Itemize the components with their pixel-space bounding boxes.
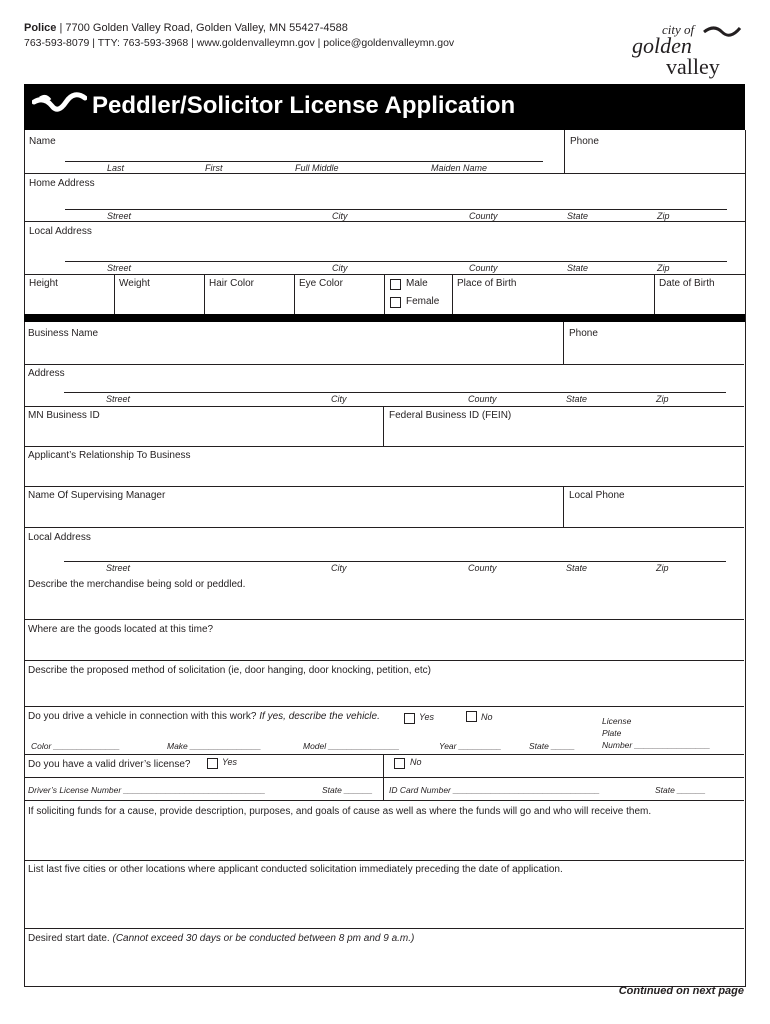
start-date-label: Desired start date. (Cannot exceed 30 days or be conducted between 8 pm and 9 a.m.) bbox=[28, 933, 415, 944]
eye-color-label: Eye Color bbox=[299, 278, 343, 289]
license-yes-checkbox[interactable] bbox=[207, 758, 218, 769]
name-label: Name bbox=[29, 136, 56, 147]
title-bar bbox=[24, 84, 745, 130]
vehicle-year-field[interactable]: Year _________ bbox=[439, 741, 502, 751]
swoosh-icon bbox=[32, 92, 87, 120]
section-divider bbox=[24, 314, 745, 322]
plate-number-field[interactable]: Number ________________ bbox=[602, 740, 711, 750]
business-name-label: Business Name bbox=[28, 328, 99, 339]
name-middle: Full Middle bbox=[295, 163, 339, 173]
page-title: Peddler/Solicitor License Application bbox=[92, 92, 516, 119]
name-last: Last bbox=[107, 163, 125, 173]
addr-city: City bbox=[332, 211, 348, 221]
business-section bbox=[24, 322, 744, 986]
addr-county: County bbox=[468, 563, 497, 573]
male-label: Male bbox=[406, 278, 428, 289]
vehicle-yes-label: Yes bbox=[419, 712, 435, 722]
addr-state: State bbox=[567, 211, 589, 221]
local-address-field[interactable] bbox=[65, 261, 727, 262]
department-address: 7700 Golden Valley Road, Golden Valley, MN 55427-4588 bbox=[65, 22, 348, 34]
business-address-field[interactable] bbox=[64, 392, 726, 393]
prior-cities-label: List last five cities or other locations where applicant conducted solicitation immediately preceding the date of application. bbox=[28, 864, 563, 875]
business-phone-label: Phone bbox=[569, 328, 598, 339]
drivers-license-number-field[interactable]: Driver’s License Number ______________________________ bbox=[28, 785, 266, 795]
department-name: Police bbox=[24, 22, 57, 34]
local-phone-label: Local Phone bbox=[569, 490, 625, 501]
vehicle-no-checkbox[interactable] bbox=[466, 711, 477, 722]
merchandise-label: Describe the merchandise being sold or peddled. bbox=[28, 579, 246, 590]
manager-local-address-label: Local Address bbox=[28, 532, 91, 543]
business-address-label: Address bbox=[28, 368, 65, 379]
addr-city: City bbox=[331, 563, 347, 573]
addr-state: State bbox=[567, 263, 589, 273]
vehicle-color-field[interactable]: Color ______________ bbox=[31, 741, 120, 751]
addr-county: County bbox=[469, 211, 498, 221]
license-yes-label: Yes bbox=[222, 757, 238, 767]
solicitation-method-label: Describe the proposed method of solicitation (ie, door hanging, door knocking, petition, etc) bbox=[28, 665, 432, 676]
continued-note: Continued on next page bbox=[618, 985, 744, 997]
drivers-license-question: Do you have a valid driver’s license? bbox=[28, 759, 191, 770]
drivers-license-state-field[interactable]: State ______ bbox=[322, 785, 373, 795]
header-contact: 763-593-8079 | TTY: 763-593-3968 | www.goldenvalleymn.gov | police@goldenvalleymn.gov bbox=[24, 37, 455, 49]
vehicle-model-field[interactable]: Model _______________ bbox=[303, 741, 400, 751]
addr-city: City bbox=[331, 394, 347, 404]
logo-text-golden: golden bbox=[632, 33, 692, 58]
hair-color-label: Hair Color bbox=[209, 278, 255, 289]
vehicle-yes-checkbox[interactable] bbox=[404, 713, 415, 724]
manager-label: Name Of Supervising Manager bbox=[28, 490, 166, 501]
relationship-label: Applicant’s Relationship To Business bbox=[28, 450, 191, 461]
phone-label: Phone bbox=[570, 136, 599, 147]
vehicle-state-field[interactable]: State _____ bbox=[529, 741, 575, 751]
name-field[interactable] bbox=[65, 161, 543, 162]
manager-local-address-field[interactable] bbox=[64, 561, 726, 562]
id-card-state-field[interactable]: State ______ bbox=[655, 785, 706, 795]
vehicle-no-label: No bbox=[481, 712, 493, 722]
fein-label: Federal Business ID (FEIN) bbox=[389, 410, 512, 421]
vehicle-question-label: Do you drive a vehicle in connection with this work? If yes, describe the vehicle. bbox=[28, 711, 380, 722]
id-card-number-field[interactable]: ID Card Number _______________________________ bbox=[389, 785, 600, 795]
plate-label-1: License bbox=[602, 716, 632, 726]
addr-zip: Zip bbox=[657, 263, 670, 273]
logo-text-valley: valley bbox=[666, 54, 720, 79]
mn-business-id-label: MN Business ID bbox=[28, 410, 100, 421]
female-checkbox[interactable] bbox=[390, 297, 401, 308]
license-no-checkbox[interactable] bbox=[394, 758, 405, 769]
male-checkbox[interactable] bbox=[390, 279, 401, 290]
addr-street: Street bbox=[106, 394, 131, 404]
addr-state: State bbox=[566, 394, 588, 404]
addr-street: Street bbox=[107, 211, 132, 221]
addr-state: State bbox=[566, 563, 588, 573]
header-line-1: Police | 7700 Golden Valley Road, Golden Valley, MN 55427-4588 bbox=[24, 22, 348, 34]
home-address-field[interactable] bbox=[65, 209, 727, 210]
name-first: First bbox=[205, 163, 223, 173]
weight-label: Weight bbox=[119, 278, 150, 289]
vehicle-make-field[interactable]: Make _______________ bbox=[167, 741, 262, 751]
goods-location-label: Where are the goods located at this time? bbox=[28, 624, 214, 635]
height-label: Height bbox=[29, 278, 58, 289]
addr-city: City bbox=[332, 263, 348, 273]
addr-zip: Zip bbox=[656, 563, 669, 573]
addr-zip: Zip bbox=[656, 394, 669, 404]
addr-county: County bbox=[469, 263, 498, 273]
plate-label-2: Plate bbox=[602, 728, 622, 738]
addr-zip: Zip bbox=[657, 211, 670, 221]
logo-text-city-of: city of bbox=[662, 22, 695, 37]
name-maiden: Maiden Name bbox=[431, 163, 488, 173]
addr-street: Street bbox=[106, 563, 131, 573]
addr-county: County bbox=[468, 394, 497, 404]
date-of-birth-label: Date of Birth bbox=[659, 278, 715, 289]
license-no-label: No bbox=[410, 757, 422, 767]
addr-street: Street bbox=[107, 263, 132, 273]
cause-label: If soliciting funds for a cause, provide description, purposes, and goals of cause as well as where the funds will go and who will receive them. bbox=[28, 806, 652, 817]
local-address-label: Local Address bbox=[29, 226, 92, 237]
city-logo bbox=[622, 20, 742, 80]
female-label: Female bbox=[406, 296, 440, 307]
place-of-birth-label: Place of Birth bbox=[457, 278, 517, 289]
home-address-label: Home Address bbox=[29, 178, 95, 189]
